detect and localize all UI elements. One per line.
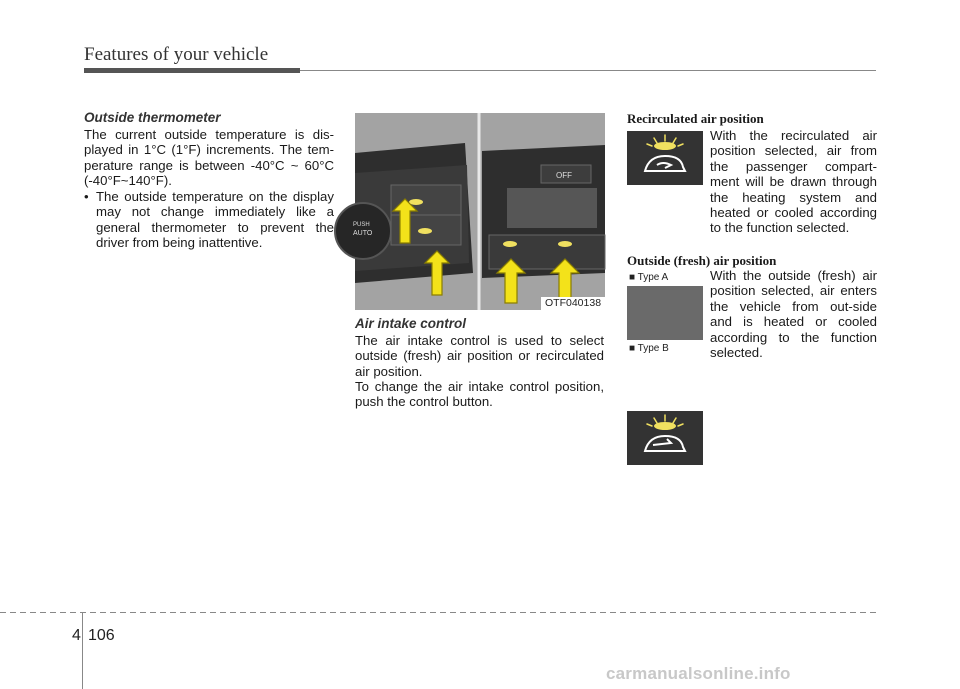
outside-thermometer-text: The current outside temperature is dis-played in 1°C (1°F) increments. The tem-perature range is between -40°C ~ 60°C (-40°F~140°F). xyxy=(84,127,334,189)
outside-thermometer-heading: Outside thermometer xyxy=(84,110,221,125)
fresh-air-heading: Outside (fresh) air position xyxy=(627,253,777,268)
page-header-title: Features of your vehicle xyxy=(84,44,269,65)
watermark: carmanualsonline.info xyxy=(606,664,791,683)
type-b-label: ■ Type B xyxy=(629,343,669,354)
recirculated-text: With the recirculated air position selected, air from the passenger compart-ment will be drawn through the heating system and heated or cooled according to the function selected. xyxy=(710,128,877,236)
thermometer-bullet xyxy=(84,189,334,251)
air-intake-heading: Air intake control xyxy=(355,316,467,331)
auto-label: AUTO xyxy=(353,230,373,237)
header-rule xyxy=(300,70,876,71)
thermometer-bullet-text: The outside temperature on the display may not change immediately like a general thermometer to prevent the driver from being inattentive. xyxy=(96,189,334,251)
type-b-icon-box xyxy=(627,411,703,465)
control-panel-illustration xyxy=(355,113,605,310)
type-a-label: ■ Type A xyxy=(629,272,669,283)
recirculated-heading: Recirculated air position xyxy=(627,111,764,126)
header-bar xyxy=(84,68,300,73)
push-label: PUSH xyxy=(353,222,370,228)
recirculated-icon-box xyxy=(627,131,703,185)
fresh-air-icon xyxy=(627,411,703,465)
bullet-dot-icon: • xyxy=(84,189,89,204)
recirculate-icon xyxy=(627,131,703,185)
air-intake-paragraph-1: The air intake control is used to select outside (fresh) air position or recirculated air position. xyxy=(355,333,604,379)
fresh-air-text: With the outside (fresh) air position selected, air enters the vehicle from out-side and is heated or cooled according to the function selected. xyxy=(710,268,877,361)
footer-divider xyxy=(82,612,83,689)
photo-caption: OTF040138 xyxy=(545,297,602,309)
air-intake-paragraph-2: To change the air intake control position, push the control button. xyxy=(355,379,604,410)
off-label: OFF xyxy=(556,171,572,180)
chapter-number: 4 xyxy=(72,627,81,644)
page-number: 106 xyxy=(88,627,115,644)
footer-rule xyxy=(0,612,876,613)
air-intake-photo xyxy=(355,113,605,310)
type-a-image xyxy=(627,286,703,340)
